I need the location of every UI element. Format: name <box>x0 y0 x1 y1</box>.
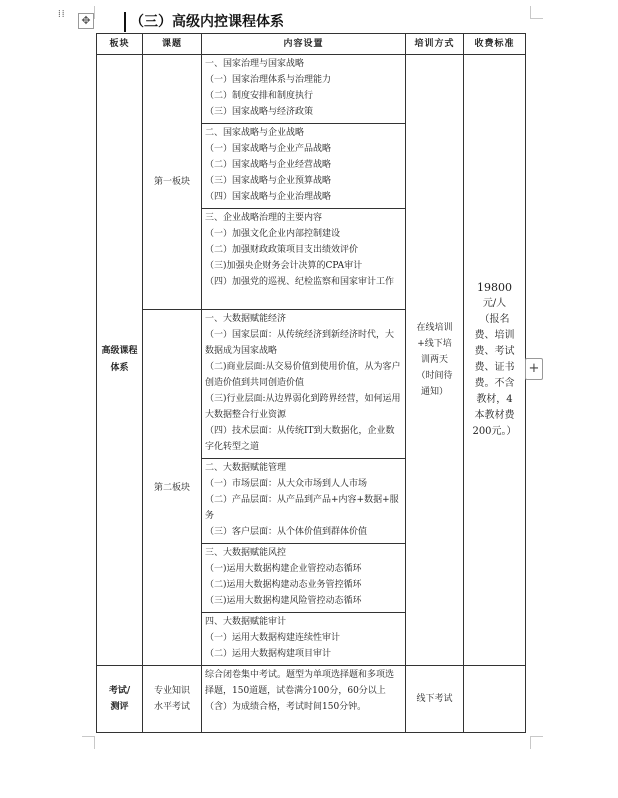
content-line: 三、大数据赋能风控 <box>205 548 287 558</box>
content-group <box>202 310 406 459</box>
exam-description: 综合闭卷集中考试。题型为单项选择题和多项选择题，150道题，试卷满分100分，60分以上（含）为成绩合格，考试时间150分钟。 <box>205 670 395 712</box>
module-1-name: 第一板块 <box>143 55 202 310</box>
content-line: （一）国家战略与企业产品战略 <box>205 144 332 154</box>
content-line: （二）国家战略与企业经营战略 <box>205 160 332 170</box>
fee-line: （报名 <box>479 314 510 325</box>
method-line: 通知） <box>420 387 448 397</box>
content-group <box>202 544 406 613</box>
content-line: （二)运用大数据构建动态业务管控循环 <box>205 580 362 590</box>
content-line: 二、国家战略与企业战略 <box>205 128 305 138</box>
fee-line: 200元。） <box>472 426 517 437</box>
content-group <box>202 459 406 544</box>
content-group <box>202 209 406 310</box>
col-header-content: 内容设置 <box>202 34 406 55</box>
content-line: 一、国家治理与国家战略 <box>205 59 305 69</box>
content-line: （四）加强党的巡视、纪检监察和国家审计工作 <box>205 277 395 287</box>
content-line: （三)运用大数据构建风险管控动态循环 <box>205 596 362 606</box>
content-line: （一）加强文化企业内部控制建设 <box>205 229 341 239</box>
exam-topic: 水平考试 <box>153 702 190 712</box>
content-line: （二）运用大数据构建项目审计 <box>205 649 332 659</box>
content-line: （三)加强央企财务会计决算的CPA审计 <box>205 261 363 271</box>
content-line: （一)运用大数据构建企业管控动态循环 <box>205 564 362 574</box>
content-line: （二）制度安排和制度执行 <box>205 91 314 101</box>
content-line: （一）市场层面：从大众市场到人人市场 <box>205 479 368 489</box>
move-icon[interactable]: ✥ <box>78 13 94 29</box>
course-table <box>96 33 526 733</box>
plus-icon[interactable]: + <box>525 358 543 380</box>
content-line: （二）产品层面：从产品到产品+内容+数据+服务 <box>205 495 399 521</box>
fee-line: 费。不含 <box>474 378 515 389</box>
method-line: 在线培训 <box>416 323 453 333</box>
header-row <box>97 34 526 55</box>
exam-label: 测评 <box>110 702 129 712</box>
method-line: +线下培 <box>417 339 452 349</box>
exam-method: 线下考试 <box>406 666 464 733</box>
content-line: （二)商业层面:从交易价值到使用价值，从为客户创造价值到共同创造价值 <box>205 362 401 388</box>
fee-line: 本教材费 <box>474 410 515 421</box>
exam-topic-cell <box>143 666 202 733</box>
exam-topic: 专业知识 <box>153 686 190 696</box>
method-line: （时间待 <box>416 371 453 381</box>
exam-row <box>97 666 526 733</box>
content-line: （三）客户层面：从个体价值到群体价值 <box>205 527 368 537</box>
fee-line: 费、考试 <box>474 346 515 357</box>
col-header-method: 培训方式 <box>406 34 464 55</box>
training-method-cell <box>406 55 464 666</box>
content-line: （二）加强财政政策项目支出绩效评价 <box>205 245 359 255</box>
fee-line: 费、证书 <box>474 362 515 373</box>
col-header-module: 板块 <box>97 34 143 55</box>
col-header-topic: 课题 <box>143 34 202 55</box>
content-group <box>202 124 406 209</box>
table-row <box>97 55 526 124</box>
content-line: （四）国家战略与企业治理战略 <box>205 192 332 202</box>
content-group <box>202 613 406 666</box>
crop-mark-bottom-left <box>82 736 95 749</box>
content-group <box>202 55 406 124</box>
fee-line: 19800 <box>477 281 512 294</box>
exam-label-cell <box>97 666 143 733</box>
module-2-name: 第二板块 <box>143 310 202 666</box>
method-line: 训两天 <box>420 355 448 365</box>
content-line: （三）国家战略与经济政策 <box>205 107 314 117</box>
content-line: （一）国家治理体系与治理能力 <box>205 75 332 85</box>
col-header-fee: 收费标准 <box>464 34 526 55</box>
content-line: 一、大数据赋能经济 <box>205 314 287 324</box>
fee-line: 教材，4 <box>476 394 513 405</box>
section-heading: （三）高级内控课程体系 <box>124 12 284 32</box>
content-line: （三）国家战略与企业预算战略 <box>205 176 332 186</box>
content-line: （一）国家层面：从传统经济到新经济时代，大数据成为国家战略 <box>205 330 395 356</box>
section-label-cell <box>97 55 143 666</box>
fee-line: 元/人 <box>482 298 507 309</box>
section-label: 高级课程体系 <box>101 346 138 373</box>
content-line: 三、企业战略治理的主要内容 <box>205 213 323 223</box>
content-line: （四）技术层面：从传统IT到大数据化，企业数字化转型之道 <box>205 426 395 452</box>
exam-fee-cell <box>464 666 526 733</box>
exam-content <box>202 666 406 733</box>
crop-mark-top-right <box>530 6 543 19</box>
exam-label: 考试/ <box>108 686 131 696</box>
drag-handle-icon[interactable]: ⁞⁞ <box>58 9 66 20</box>
fee-cell <box>464 55 526 666</box>
crop-mark-bottom-right <box>530 736 543 749</box>
content-line: 二、大数据赋能管理 <box>205 463 287 473</box>
fee-line: 费、培训 <box>474 330 515 341</box>
content-line: 四、大数据赋能审计 <box>205 617 287 627</box>
content-line: （一）运用大数据构建连续性审计 <box>205 633 341 643</box>
content-line: （三)行业层面:从边界弱化到跨界经营，如何运用大数据整合行业资源 <box>205 394 401 420</box>
